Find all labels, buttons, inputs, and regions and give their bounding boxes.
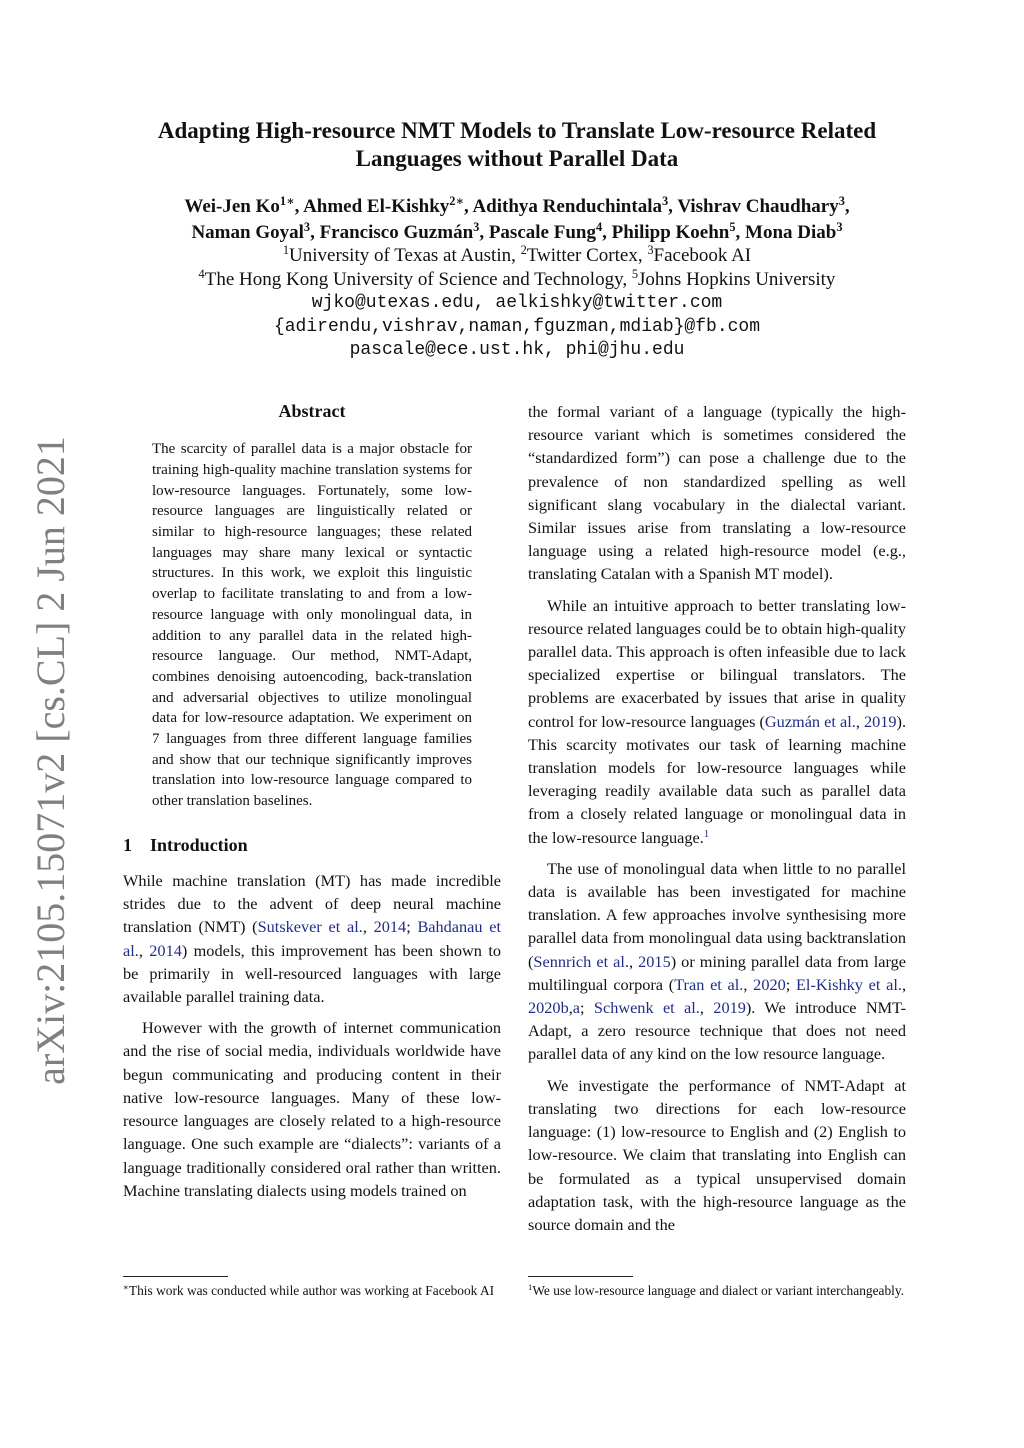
text-run: ; xyxy=(785,974,796,994)
citation-link[interactable]: Guzmán et al. xyxy=(764,711,856,731)
author-affiliation-mark: 3 xyxy=(661,194,669,209)
author-affiliation-mark: 3 xyxy=(836,220,843,235)
abstract-heading: Abstract xyxy=(278,401,346,421)
email-block xyxy=(110,292,924,363)
citation-link[interactable]: 2014 xyxy=(373,917,407,937)
section-heading-introduction xyxy=(123,834,501,857)
arxiv-identifier: arXiv:2105.15071v2 [cs.CL] 2 Jun 2021 xyxy=(27,435,73,1085)
author-affiliation-mark: 3 xyxy=(838,194,845,209)
text-run: While an intuitive approach to better translating low-resource related languages could be to obtain high-quality parallel data. This approach is often infeasible due to lack specialized expertise or bilingual translators. The problems are exacerbated by issues that arise in quality control for low-resource languages ( xyxy=(528,595,906,731)
affiliation-name: Facebook AI xyxy=(653,245,752,266)
author-line-2 xyxy=(110,220,924,246)
affiliation-mark: 5 xyxy=(631,267,639,282)
text-run: , xyxy=(699,998,714,1018)
author-separator: , xyxy=(668,196,678,217)
author-affiliation-mark: 3 xyxy=(473,220,480,235)
text-run: ) or mining parallel data from large multilingual corpora ( xyxy=(528,951,907,994)
author-name: Francisco Guzmán xyxy=(319,222,474,243)
citation-link[interactable]: 2020 xyxy=(753,974,786,994)
citation-link[interactable]: a xyxy=(572,998,581,1018)
author-separator: , xyxy=(294,196,304,217)
citation-link[interactable]: Bahdanau et al. xyxy=(123,917,502,960)
paper-title xyxy=(110,117,924,173)
title-line-2: Languages without Parallel Data xyxy=(355,146,679,171)
citation-link[interactable]: Schwenk et al. xyxy=(593,998,700,1018)
affiliation-mark: 2 xyxy=(520,243,527,258)
citation-link[interactable]: Sutskever et al. xyxy=(257,917,363,937)
abstract-text: The scarcity of parallel data is a major obstacle for training high-quality machine translation systems for low-resource languages. Fortunately, some low-resource languages are linguistically related or similar to high-resource languages; these related languages may share many lexical or syntactic structures. In this work, we exploit this linguistic overlap to facilitate translating to and from a low-resource language with only monolingual data, in addition to any parallel data in the related high-resource language. Our method, NMT-Adapt, combines denoising autoencoding, back-translation and adversarial objectives to utilize monolingual data for low-resource adaptation. We experiment on 7 languages from three different language families and show that our technique significantly improves translation into low-resource language compared to other translation baselines. xyxy=(152,441,472,810)
text-run: ) models, this improvement has been shown to be primarily in well-resourced languages with large available parallel training data. xyxy=(123,940,501,1007)
text-run: ; xyxy=(406,917,418,937)
text-run: , xyxy=(138,940,150,960)
right-paragraph-4: We investigate the performance of NMT-Adapt at translating two directions for each low-resource language: (1) low-resource to English and (2) English to low-resource. We claim that translating into English can be formulated as a typical unsupervised domain adaptation task, with the high-resource language as the source domain and the xyxy=(528,1075,906,1234)
author-affiliation-mark: 2∗ xyxy=(449,194,464,209)
text-run: ). We introduce NMT-Adapt, a zero resource technique that does not need parallel data of any kind on the low resource language. xyxy=(528,998,906,1064)
footnote-rule-left xyxy=(123,1276,228,1277)
footnote-mark: ∗ xyxy=(123,1282,129,1293)
author-separator: , xyxy=(310,222,320,243)
footnote-text: We use low-resource language and dialect or variant interchangeably. xyxy=(532,1283,905,1298)
affiliation-line-1 xyxy=(110,244,924,268)
email-line-2: {adirendu,vishrav,naman,fguzman,mdiab}@fb.com xyxy=(273,316,761,337)
text-run: The use of monolingual data when little to no parallel data is available has been investigated for machine translation. A few approaches involve synthesising more parallel data from monolingual data using backtranslation ( xyxy=(528,858,906,971)
intro-paragraph-2: However with the growth of internet communication and the rise of social media, individuals worldwide have begun communicating and producing content in their native low-resource languages. Many of these low-resource languages are closely related to a high-resource language. One such example are “dialects”: variants of a language traditionally considered oral rather than written. Machine translating dialects using models trained on xyxy=(123,1018,501,1200)
affiliation-name: University of Texas at Austin, xyxy=(289,245,521,266)
affiliation-mark: 3 xyxy=(647,243,654,258)
author-list xyxy=(110,194,924,246)
title-line-1: Adapting High-resource NMT Models to Translate Low-resource Related xyxy=(157,118,877,143)
abstract-body xyxy=(152,439,472,812)
affiliation-mark: 4 xyxy=(198,267,205,282)
affiliation-line-2 xyxy=(110,268,924,292)
citation-link[interactable]: El-Kishky et al. xyxy=(795,974,902,994)
text-run: ; xyxy=(580,998,594,1018)
affiliation-name: Twitter Cortex, xyxy=(526,245,648,266)
author-separator: , xyxy=(464,196,473,217)
citation-link[interactable]: 2015 xyxy=(638,951,671,971)
author-name: Pascale Fung xyxy=(488,222,596,243)
author-name: Wei-Jen Ko xyxy=(184,196,280,217)
author-name: Naman Goyal xyxy=(191,222,304,243)
author-separator: , xyxy=(735,222,746,243)
affiliations xyxy=(110,244,924,292)
citation-link[interactable]: 2019 xyxy=(713,998,746,1018)
text-run: , xyxy=(568,998,573,1018)
author-name: Adithya Renduchintala xyxy=(472,196,662,217)
author-name: Philipp Koehn xyxy=(611,222,730,243)
citation-link[interactable]: 2020b xyxy=(528,998,569,1018)
email-line-3: pascale@ece.ust.hk, phi@jhu.edu xyxy=(349,340,685,360)
author-line-1 xyxy=(110,194,924,220)
text-run: , xyxy=(362,917,374,937)
text-run: , xyxy=(629,951,639,971)
intro-paragraph-1 xyxy=(123,869,501,1008)
affiliation-name: The Hong Kong University of Science and Technology, xyxy=(204,269,632,290)
arxiv-sidebar xyxy=(8,435,92,1085)
citation-link[interactable]: Sennrich et al. xyxy=(533,951,629,971)
citation-link[interactable]: 2019 xyxy=(863,711,897,731)
author-separator: , xyxy=(602,222,612,243)
footnote-text: This work was conducted while author was working at Facebook AI xyxy=(128,1283,495,1298)
text-run: , xyxy=(743,974,754,994)
author-affiliation-mark: 5 xyxy=(729,220,736,235)
affiliation-name: Johns Hopkins University xyxy=(638,269,836,290)
author-affiliation-mark: 1∗ xyxy=(279,194,295,209)
author-affiliation-mark: 4 xyxy=(595,220,603,235)
author-name: Mona Diab xyxy=(745,222,837,243)
section-number: 1 xyxy=(123,834,132,855)
right-column xyxy=(528,400,906,1236)
author-name: Vishrav Chaudhary xyxy=(677,196,839,217)
footnote-right xyxy=(528,1282,906,1299)
right-paragraph-1: the formal variant of a language (typically the high-resource variant which is sometimes considered the “standardized form”) can pose a challenge due to the prevalence of non standardized spelling as well significant slang vocabulary in the dialectal variant. Similar issues arise from translating a low-resource language using a related high-resource model (e.g., translating Catalan with a Spanish MT model). xyxy=(528,402,906,584)
footnote-left xyxy=(123,1282,501,1299)
author-separator: , xyxy=(479,222,489,243)
citation-link[interactable]: Tran et al. xyxy=(674,974,744,994)
text-run: , xyxy=(855,711,864,731)
footnote-mark: 1 xyxy=(528,1282,533,1293)
footnote-reference: 1 xyxy=(703,828,710,840)
text-run: While machine translation (MT) has made incredible strides due to the advent of deep neural machine translation (NMT) ( xyxy=(123,871,501,937)
author-affiliation-mark: 3 xyxy=(303,220,311,235)
citation-link[interactable]: 2014 xyxy=(149,940,182,960)
left-column xyxy=(123,400,501,1202)
section-title: Introduction xyxy=(150,834,248,855)
email-line-1: wjko@utexas.edu, aelkishky@twitter.com xyxy=(311,293,723,313)
footnote-rule-right xyxy=(528,1276,633,1277)
author-separator: , xyxy=(844,196,850,217)
text-run: , xyxy=(901,974,907,994)
right-paragraph-3 xyxy=(528,857,906,1066)
author-name: Ahmed El-Kishky xyxy=(303,196,450,217)
right-paragraph-2 xyxy=(528,594,906,849)
text-run: ). This scarcity motivates our task of learning machine translation models for low-resource languages while leveraging readily available data such as parallel data from a closely related language or monolingual data in the low-resource language. xyxy=(528,711,907,847)
affiliation-mark: 1 xyxy=(282,243,290,258)
